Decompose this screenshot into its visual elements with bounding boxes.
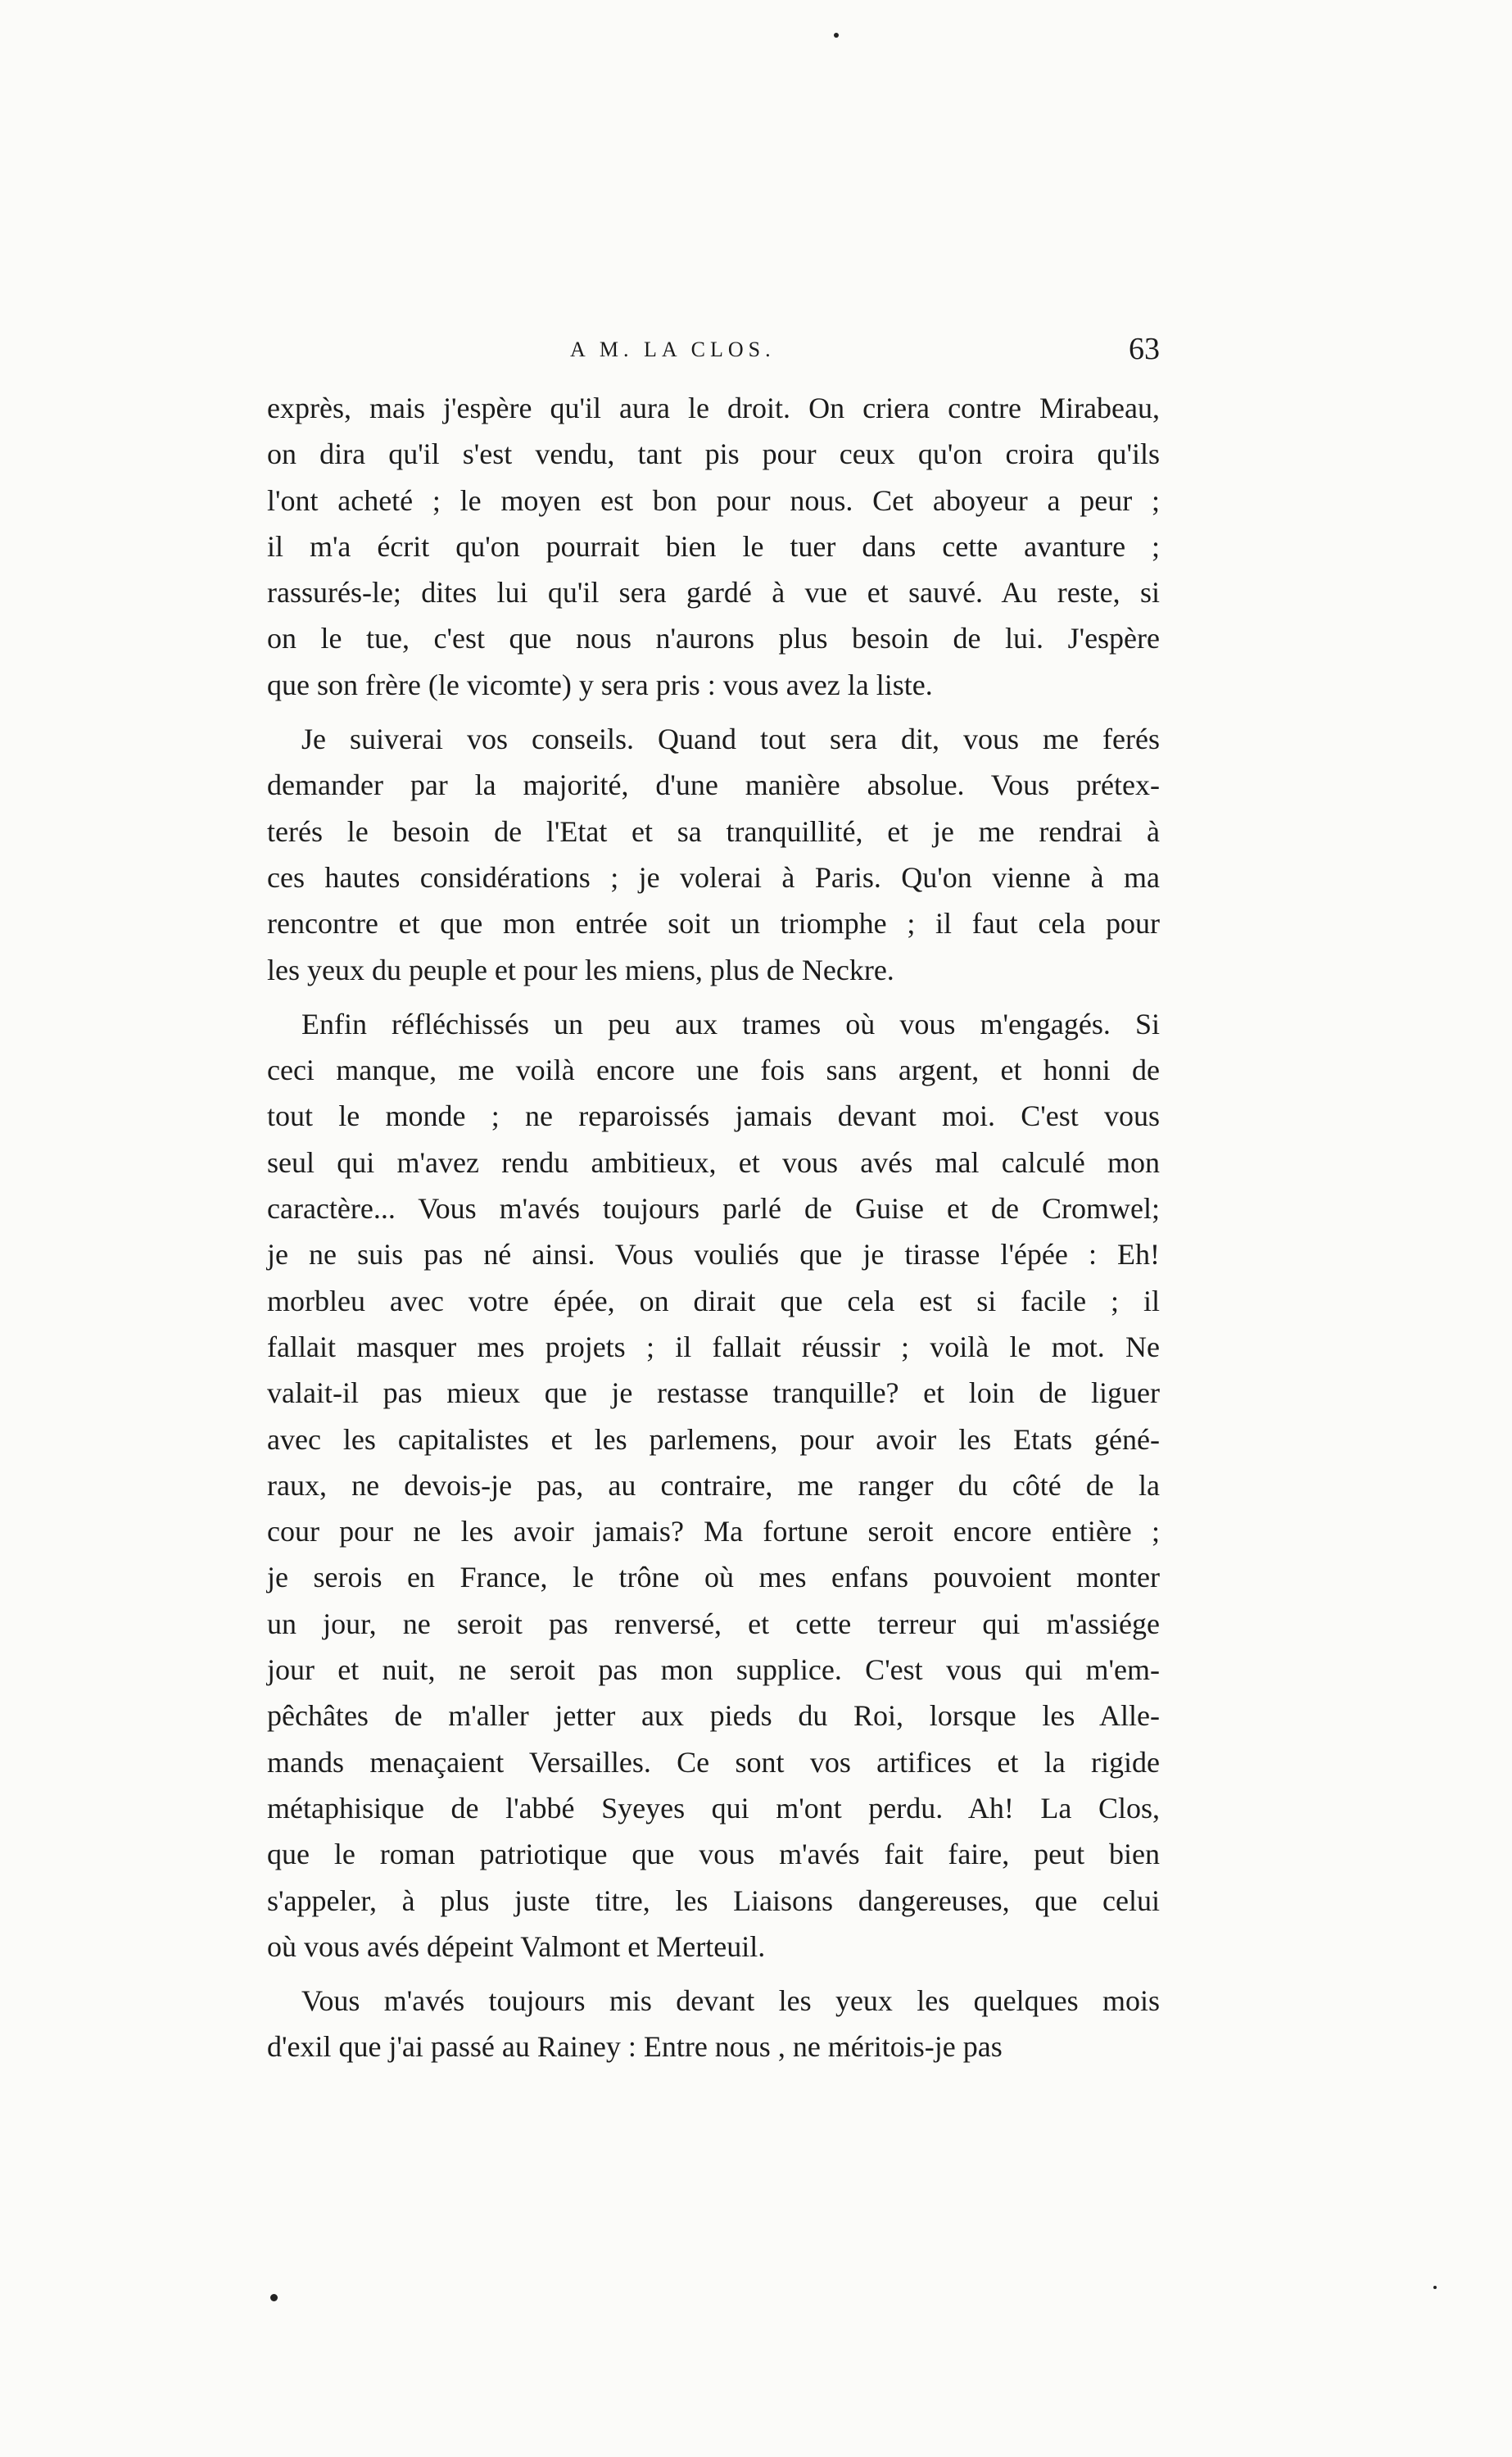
paragraph (267, 716, 1160, 993)
text-line: où vous avés dépeint Valmont et Merteuil. (267, 1929, 766, 1963)
paragraph (267, 1001, 1160, 1970)
text-line: on dira qu'il s'est vendu, tant pis pour ceux qu'on croira qu'ils (267, 437, 1160, 471)
text-line: rassurés-le; dites lui qu'il sera gardé à vue et sauvé. Au reste, si (267, 576, 1160, 610)
scan-speck (270, 2294, 278, 2301)
scan-speck (834, 33, 839, 38)
paragraph-gap (267, 708, 1160, 716)
text-line: avec les capitalistes et les parlemens, pour avoir les Etats géné- (267, 1422, 1160, 1456)
text-line: ces hautes considérations ; je volerai à Paris. Qu'on vienne à ma (267, 860, 1160, 894)
paragraph-gap (267, 1970, 1160, 1978)
text-line: fallait masquer mes projets ; il fallait réussir ; voilà le mot. Ne (267, 1330, 1160, 1363)
text-line: cour pour ne les avoir jamais? Ma fortune seroit encore entière ; (267, 1515, 1160, 1548)
text-line: seul qui m'avez rendu ambitieux, et vous avés mal calculé mon (267, 1145, 1160, 1179)
text-line: Enfin réfléchissés un peu aux trames où vous m'engagés. Si (301, 1007, 1160, 1040)
text-line: tout le monde ; ne reparoissés jamais devant moi. C'est vous (267, 1099, 1160, 1133)
text-line: morbleu avec votre épée, on dirait que cela est si facile ; il (267, 1284, 1160, 1317)
text-line: exprès, mais j'espère qu'il aura le droit. On criera contre Mirabeau, (267, 392, 1160, 424)
text-line: que son frère (le vicomte) y sera pris : vous avez la liste. (267, 668, 933, 701)
text-line: caractère... Vous m'avés toujours parlé de Guise et de Cromwel; (267, 1192, 1160, 1226)
text-line: je ne suis pas né ainsi. Vous vouliés que je tirasse l'épée : Eh! (267, 1238, 1160, 1272)
text-line: métaphisique de l'abbé Syeyes qui m'ont perdu. Ah! La Clos, (267, 1791, 1160, 1825)
text-line: terés le besoin de l'Etat et sa tranquillité, et je me rendrai à (267, 814, 1160, 848)
text-line: l'ont acheté ; le moyen est bon pour nous. Cet aboyeur a peur ; (267, 483, 1160, 517)
text-line: jour et nuit, ne seroit pas mon supplice. C'est vous qui m'em- (267, 1653, 1160, 1687)
text-line: mands menaçaient Versailles. Ce sont vos artifices et la rigide (267, 1745, 1160, 1779)
text-line: ceci manque, me voilà encore une fois sans argent, et honni de (267, 1054, 1160, 1087)
text-line: je serois en France, le trône où mes enfans pouvoient monter (267, 1561, 1160, 1594)
page-number: 63 (1129, 332, 1160, 366)
text-line: on le tue, c'est que nous n'aurons plus besoin de lui. J'espère (267, 622, 1160, 655)
text-line: valait-il pas mieux que je restasse tranquille? et loin de liguer (267, 1376, 1160, 1410)
text-line: que le roman patriotique que vous m'avés fait faire, peut bien (267, 1838, 1160, 1871)
text-line: pêchâtes de m'aller jetter aux pieds du Roi, lorsque les Alle- (267, 1699, 1160, 1733)
scan-speck (1433, 2286, 1437, 2289)
text-line: Vous m'avés toujours mis devant les yeux les quelques mois (301, 1984, 1160, 2018)
paragraph (267, 1978, 1160, 2070)
paragraph-gap (267, 993, 1160, 1001)
text-line: il m'a écrit qu'on pourrait bien le tuer dans cette avanture ; (267, 529, 1160, 563)
paragraph (267, 385, 1160, 708)
text-line: demander par la majorité, d'une manière absolue. Vous prétex- (267, 768, 1160, 802)
text-line: s'appeler, à plus juste titre, les Liaisons dangereuses, que celui (267, 1884, 1160, 1917)
text-line: les yeux du peuple et pour les miens, plus de Neckre. (267, 953, 894, 986)
running-head (267, 331, 1160, 372)
running-head-title: A M. LA CLOS. (570, 338, 776, 361)
text-line: Je suiverai vos conseils. Quand tout sera dit, vous me ferés (301, 723, 1160, 756)
text-line: d'exil que j'ai passé au Rainey : Entre nous , ne méritois-je pas (267, 2030, 1003, 2064)
text-line: rencontre et que mon entrée soit un triomphe ; il faut cela pour (267, 907, 1160, 941)
text-line: raux, ne devois-je pas, au contraire, me ranger du côté de la (267, 1468, 1160, 1502)
body-text (267, 385, 1160, 2070)
text-line: un jour, ne seroit pas renversé, et cette terreur qui m'assiége (267, 1607, 1160, 1640)
